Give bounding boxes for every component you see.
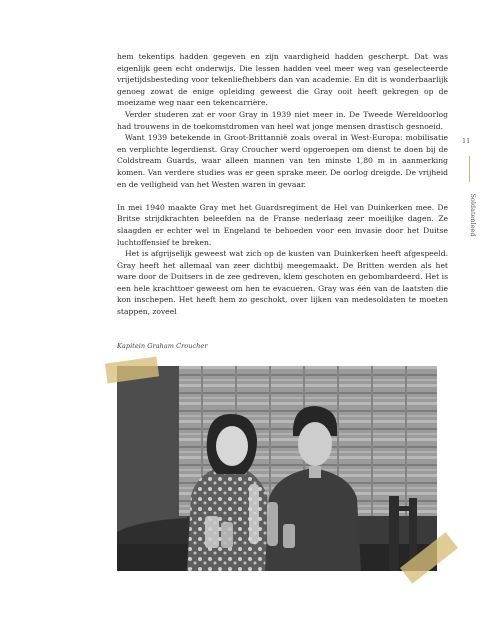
running-header [458,192,488,238]
paragraph-3: Want 1939 betekende in Groot-Brittannië zoals overal in West-Europa: mobilisatie en verplichte legerdienst. Gray Croucher werd opgeroepen om dienst te doen bij de Coldstream Guards, waar alleen mannen van ten minste 1,80 m in aanmerking komen. Van verdere studies was er geen sprake meer. De oorlog dreigde. De vrijheid en de veiligheid van het Westen waren in gevaar. [117,133,448,189]
paragraph-4: In mei 1940 maakte Gray met het Guardsregiment de Hel van Duinkerken mee. De Britse strijdkrachten beleefden na de Franse nederlaag zeer moeilijke dagen. Ze slaagden er echter wel in Engeland te behoeden voor een invasie door het Duitse luchtoffensief te breken. [117,202,448,247]
photo [117,366,437,571]
paragraph-2: Verder studeren zat er voor Gray in 1939 niet meer in. De Tweede Wereldoorlog had trouwens in de toekomstdromen van heel wat jonge mensen drastisch gesnoeid. [117,109,448,131]
side-rule [469,156,470,182]
body-text [117,51,448,318]
photo-image [117,366,437,571]
page-number: 11 [462,137,471,145]
photo-caption: Kapitein Graham Croucher [117,342,208,350]
running-header-text: Soldatenleed [469,193,477,237]
paragraph-5: Het is afgrijselijk geweest wat zich op de kusten van Duinkerken heeft afgespeeld. Gray heeft het allemaal van zeer dichtbij meegemaakt. De Britten werden als het ware door de Duitsers in de zee gedreven, klem geschoten en gebombardeerd. Het is een hele krachttoer geweest om hen te evacueren. Gray was één van de laatsten die kon inschepen. Het heeft hem zo geschokt, over lijken van medesoldaten te moeten stappen, zoveel [117,249,448,317]
paragraph-1: hem tekentips hadden gegeven en zijn vaardigheid hadden gescherpt. Dat was eigenlijk geen echt onderwijs. Die lessen hadden veel meer weg van geselecteerde vrijetijdsbesteding voor tekenliefhebbers dan van academie. En dit is wonderbaarlijk genoeg zowat de enige opleiding geweest die Gray ooit heeft gekregen op de moeizame weg naar een tekencarrière. [117,52,448,108]
